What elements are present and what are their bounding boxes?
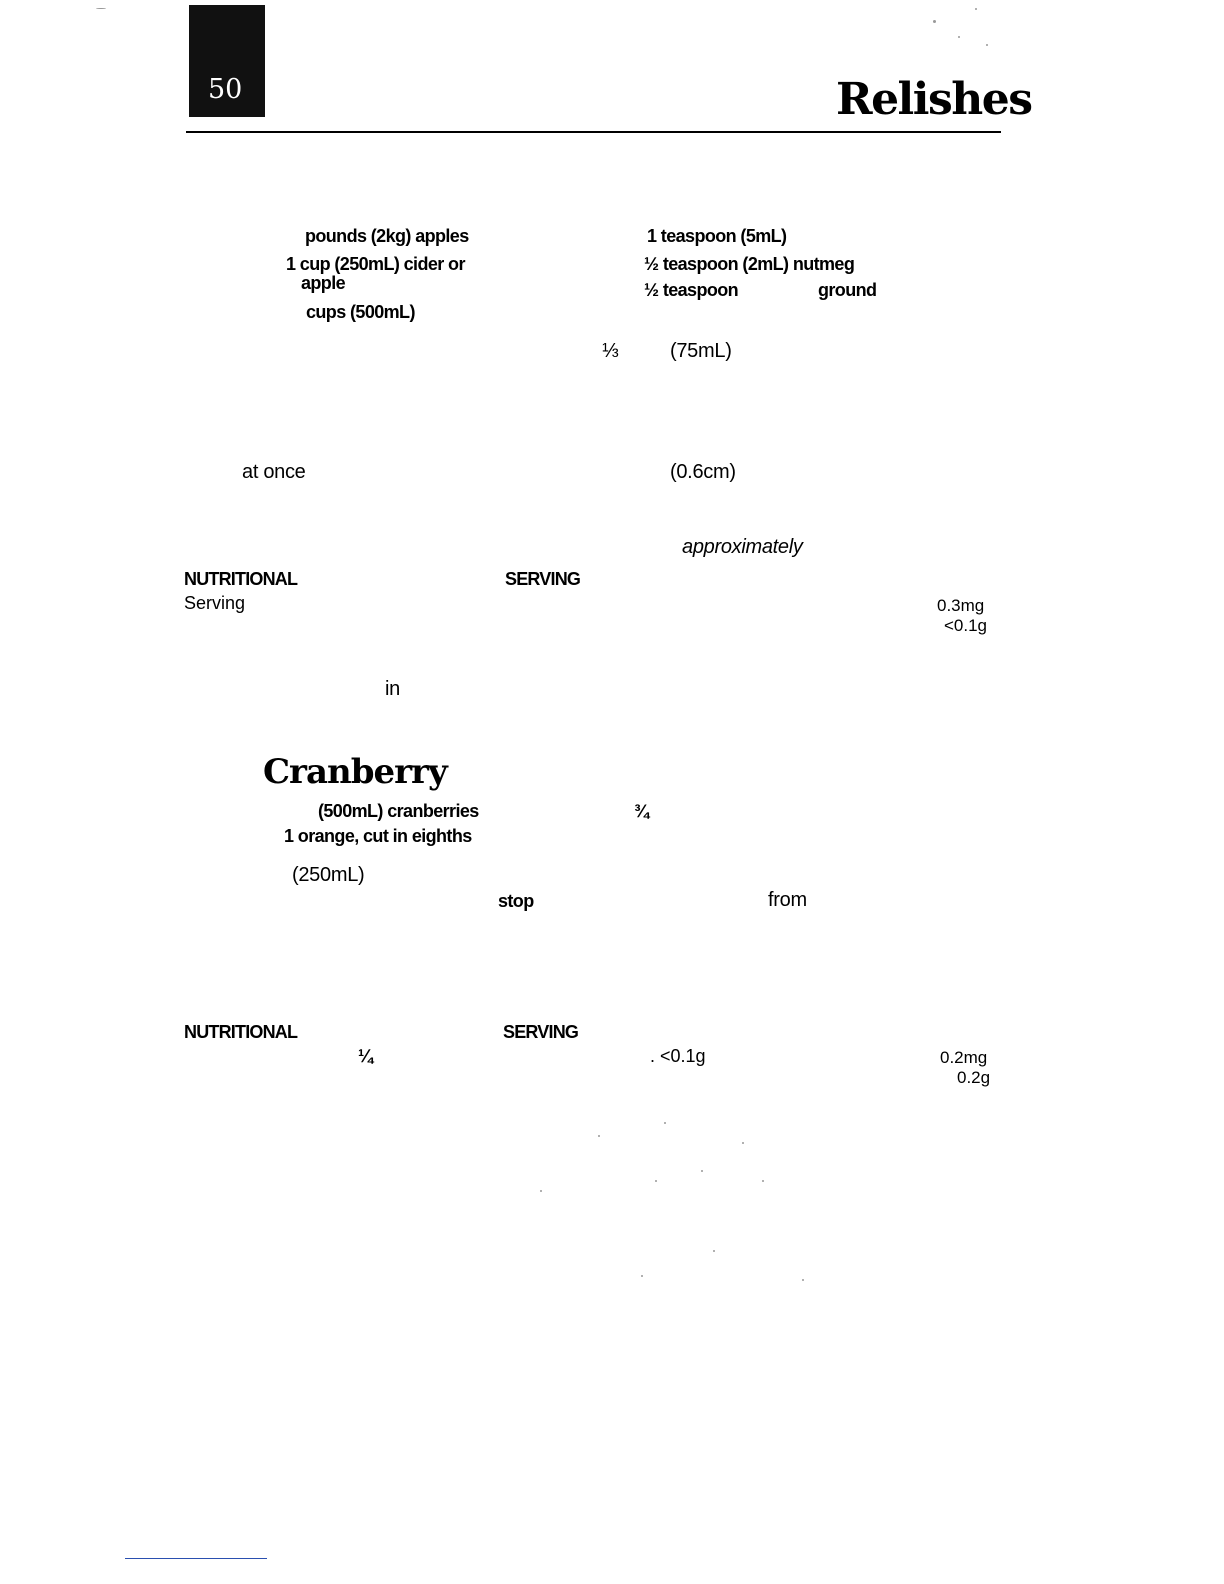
serving-label-2: SERVING (503, 1022, 579, 1042)
fragment-third: ⅓ (602, 340, 619, 362)
fragment-approximately: approximately (682, 536, 803, 558)
fragment-250ml: (250mL) (292, 864, 365, 886)
fragment-75ml: (75mL) (670, 340, 732, 362)
scan-speck (802, 1279, 804, 1281)
scan-speck (958, 36, 960, 38)
nutrition-value-02mg: 0.2mg (940, 1048, 988, 1067)
scan-speck (986, 44, 988, 46)
scan-speck (762, 1180, 764, 1182)
nutrition-label-2: NUTRITIONAL (184, 1022, 298, 1042)
scan-speck (933, 20, 936, 23)
ingredient-left-4: cups (500mL) (306, 302, 415, 322)
fragment-three-quarter: ¾ (634, 801, 649, 821)
fragment-at-once: at once (242, 461, 306, 483)
ingredient-left-1: pounds (2kg) apples (305, 226, 469, 246)
recipe-title: Cranberry (263, 752, 447, 792)
fragment-stop: stop (498, 891, 534, 911)
scan-speck (641, 1275, 643, 1277)
ingredient-right-3: ½ teaspoon (644, 280, 739, 300)
ingredient-left-2: 1 cup (250mL) cider or (286, 254, 465, 274)
page-number: 50 (208, 74, 243, 105)
fragment-in: in (385, 678, 400, 700)
nutrition-value-lt01g-2: . <0.1g (650, 1046, 706, 1066)
nutrition-label-1: NUTRITIONAL (184, 569, 298, 589)
scan-speck (664, 1122, 666, 1124)
scan-speck (713, 1250, 715, 1252)
fragment-from: from (768, 889, 807, 911)
nutrition-value-03mg: 0.3mg (937, 596, 985, 615)
ingredient-cranberries: (500mL) cranberries (318, 801, 479, 821)
scan-speck (975, 8, 977, 10)
serving-word: Serving (184, 593, 246, 613)
serving-label-1: SERVING (505, 569, 581, 589)
ingredient-right-2: ½ teaspoon (2mL) nutmeg (644, 254, 855, 274)
scan-speck (655, 1180, 657, 1182)
nutrition-value-02g: 0.2g (957, 1068, 991, 1087)
scan-speck (540, 1190, 542, 1192)
fragment-quarter: ¼ (358, 1046, 373, 1066)
ingredient-orange: 1 orange, cut in eighths (284, 826, 472, 846)
ingredient-right-4: ground (818, 280, 877, 300)
scan-speck (96, 8, 106, 9)
ingredient-left-3: apple (301, 273, 346, 293)
fragment-06cm: (0.6cm) (670, 461, 736, 483)
section-title: Relishes (836, 74, 1032, 125)
scan-speck (742, 1142, 744, 1144)
scan-speck (701, 1170, 703, 1172)
ingredient-right-1: 1 teaspoon (5mL) (647, 226, 787, 246)
scan-speck (598, 1135, 600, 1137)
footer-rule (125, 1558, 267, 1559)
nutrition-value-lt01g: <0.1g (944, 616, 988, 635)
header-rule (186, 131, 1001, 133)
